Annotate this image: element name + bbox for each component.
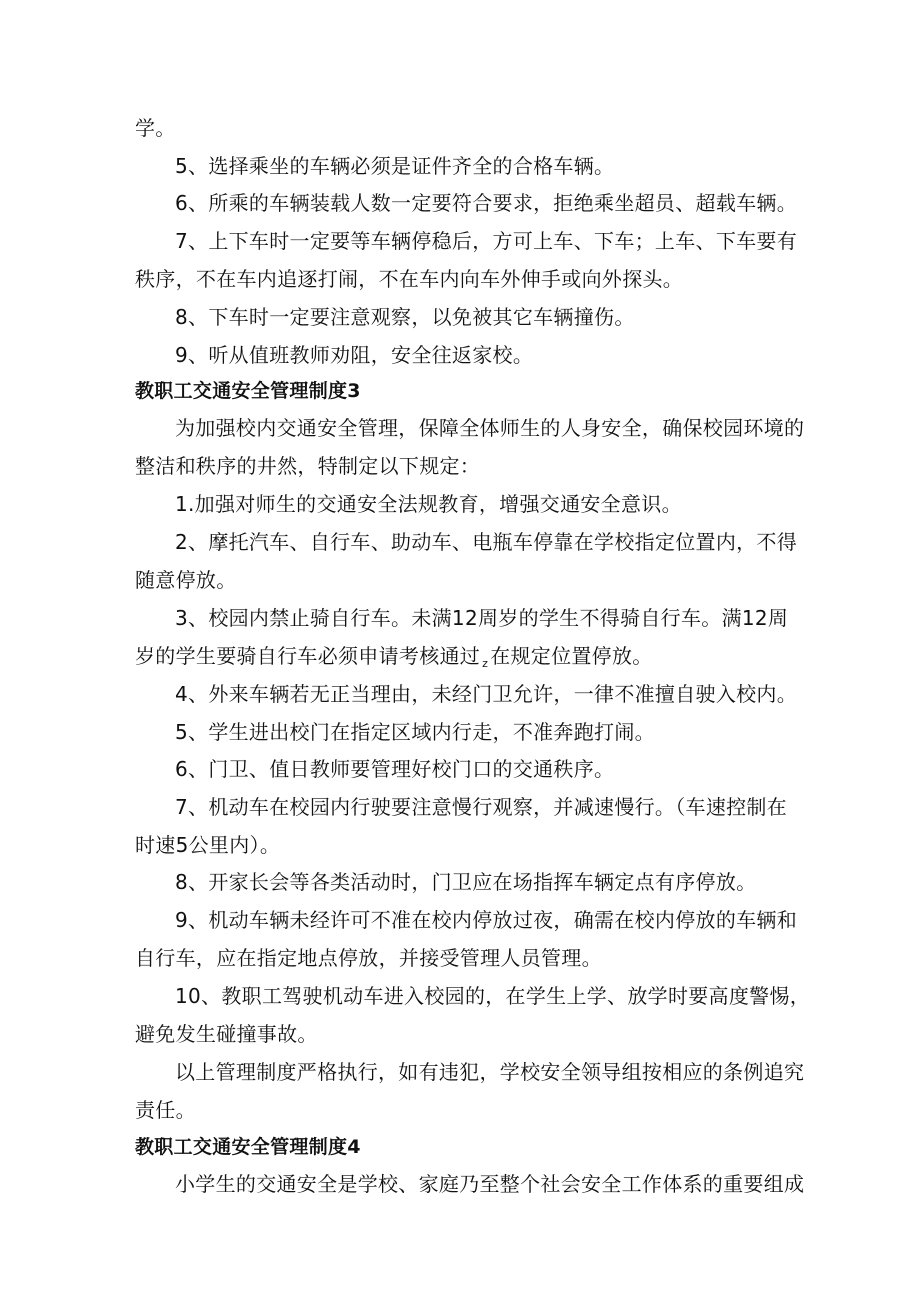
rule-item-3: 3、校园内禁止骑自行车。未满12周岁的学生不得骑自行车。满12周 [175, 606, 789, 630]
rule-item-2-continuation: 随意停放。 [135, 568, 237, 592]
rule-item-8: 8、开家长会等各类活动时，门卫应在场指挥车辆定点有序停放。 [175, 870, 757, 894]
rule-item-5: 5、学生进出校门在指定区域内行走，不准奔跑打闹。 [175, 720, 655, 744]
paragraph-intro: 为加强校内交通安全管理，保障全体师生的人身安全，确保校园环境的 [175, 416, 805, 440]
rule-item-6: 6、门卫、值日教师要管理好校门口的交通秩序。 [175, 757, 615, 781]
rule-item-10-continuation: 避免发生碰撞事故。 [135, 1022, 318, 1046]
rule-item-9-continuation: 自行车，应在指定地点停放，并接受管理人员管理。 [135, 946, 602, 970]
subscript-mark: z [482, 657, 489, 670]
section-heading-3: 教职工交通安全管理制度3 [135, 380, 361, 402]
list-item: 8、下车时一定要注意观察，以免被其它车辆撞伤。 [175, 305, 635, 329]
continuation-text: 学。 [135, 116, 176, 140]
paragraph-intro-continuation: 整洁和秩序的井然，特制定以下规定： [135, 454, 481, 478]
rule-item-3-text-b: 在规定位置停放。 [490, 644, 653, 668]
list-item-continuation: 秩序，不在车内追逐打闹，不在车内向车外伸手或向外探头。 [135, 267, 684, 291]
rule-item-4: 4、外来车辆若无正当理由，未经门卫允许，一律不准擅自驶入校内。 [175, 682, 798, 706]
rule-item-7-continuation: 时速5公里内）。 [135, 833, 281, 857]
rule-item-7: 7、机动车在校园内行驶要注意慢行观察，并减速慢行。（车速控制在 [175, 795, 788, 819]
list-item: 5、选择乘坐的车辆必须是证件齐全的合格车辆。 [175, 154, 615, 178]
section-heading-4: 教职工交通安全管理制度4 [135, 1136, 361, 1158]
closing-paragraph: 以上管理制度严格执行，如有违犯，学校安全领导组按相应的条例追究 [175, 1060, 805, 1084]
paragraph-intro: 小学生的交通安全是学校、家庭乃至整个社会安全工作体系的重要组成 [175, 1172, 805, 1196]
rule-item-3-continuation [0, 642, 920, 678]
list-item: 9、听从值班教师劝阻，安全往返家校。 [175, 343, 534, 367]
rule-item-10: 10、教职工驾驶机动车进入校园的，在学生上学、放学时要高度警惕， [175, 984, 811, 1008]
list-item: 6、所乘的车辆装载人数一定要符合要求，拒绝乘坐超员、超载车辆。 [175, 191, 798, 215]
closing-paragraph-continuation: 责任。 [135, 1098, 196, 1122]
list-item: 7、上下车时一定要等车辆停稳后，方可上车、下车；上车、下车要有 [175, 229, 798, 253]
rule-item-9: 9、机动车辆未经许可不准在校内停放过夜，确需在校内停放的车辆和 [175, 908, 798, 932]
rule-item-1: 1.加强对师生的交通安全法规教育，增强交通安全意识。 [175, 492, 682, 516]
rule-item-3-text-a: 岁的学生要骑自行车必须申请考核通过 [135, 644, 481, 668]
rule-item-2: 2、摩托汽车、自行车、助动车、电瓶车停靠在学校指定位置内，不得 [175, 530, 798, 554]
